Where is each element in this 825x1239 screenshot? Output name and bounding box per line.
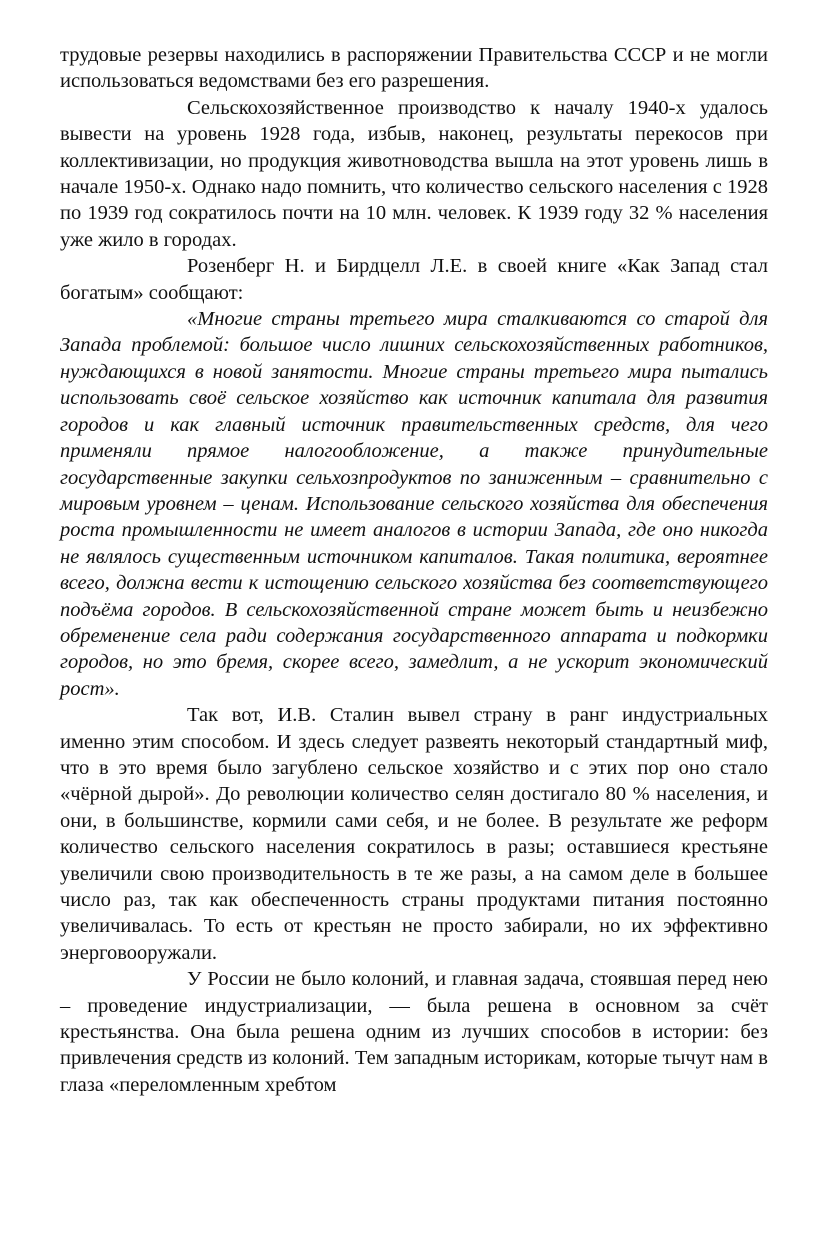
paragraph-rosenberg-intro: Розенберг Н. и Бирдцелл Л.Е. в своей книге «Как Запад стал богатым» сообщают: bbox=[60, 255, 768, 304]
paragraph-quote-third-world: «Многие страны третьего мира сталкиваются со старой для Запада проблемой: большое число лишних сельскохозяйственных работников, нуждающихся в новой занятости. Многие страны третьего мира пытались использовать своё сельское хозяйство как источник капитала для развития городов и как главный источник правительственных средств, для чего применяли прямое налогообложение, а также принудительные государственные закупки сельхозпродуктов по заниженным – сравнительно с мировым уровнем – ценам. Использование сельского хозяйства для обеспечения роста промышленности не имеет аналогов в истории Запада, где оно никогда не являлось существенным источником капиталов. Такая политика, вероятнее всего, должна вести к истощению сельского хозяйства без соответствующего подъёма городов. В сельскохозяйственной стране может быть и неизбежно обременение села ради содержания государственного аппарата и подкормки городов, но это бремя, скорее всего, замедлит, а не ускорит экономический рост». bbox=[60, 308, 768, 700]
document-page bbox=[60, 42, 768, 1098]
paragraph-labor-reserves: трудовые резервы находились в распоряжении Правительства СССР и не могли использоваться ведомствами без его разрешения. bbox=[60, 44, 768, 93]
paragraph-no-colonies: У России не было колоний, и главная задача, стоявшая перед нею – проведение индустриализации, — была решена в основном за счёт крестьянства. Она была решена одним из лучших способов в истории: без привлечения средств из колоний. Тем западным историкам, которые тычут нам в глаза «переломленным хребтом bbox=[60, 968, 768, 1096]
paragraph-stalin-industrialization: Так вот, И.В. Сталин вывел страну в ранг индустриальных именно этим способом. И здесь следует развеять некоторый стандартный миф, что в это время было загублено сельское хозяйство и с этих пор оно стало «чёрной дырой». До революции количество селян достигало 80 % населения, и они, в большинстве, кормили сами себя, и не более. В результате же реформ количество сельского населения сократилось в разы; оставшиеся крестьяне увеличили свою производительность в те же разы, а на самом деле в большее число раз, так как обеспеченность страны продуктами питания постоянно увеличивалась. То есть от крестьян не просто забирали, но их эффективно энерговооружали. bbox=[60, 704, 768, 964]
paragraph-agriculture-production: Сельскохозяйственное производство к началу 1940-х удалось вывести на уровень 1928 года, избыв, наконец, результаты перекосов при коллективизации, но продукция животноводства вышла на этот уровень лишь в начале 1950-х. Однако надо помнить, что количество сельского населения с 1928 по 1939 год сократилось почти на 10 млн. человек. К 1939 году 32 % населения уже жило в городах. bbox=[60, 96, 768, 251]
